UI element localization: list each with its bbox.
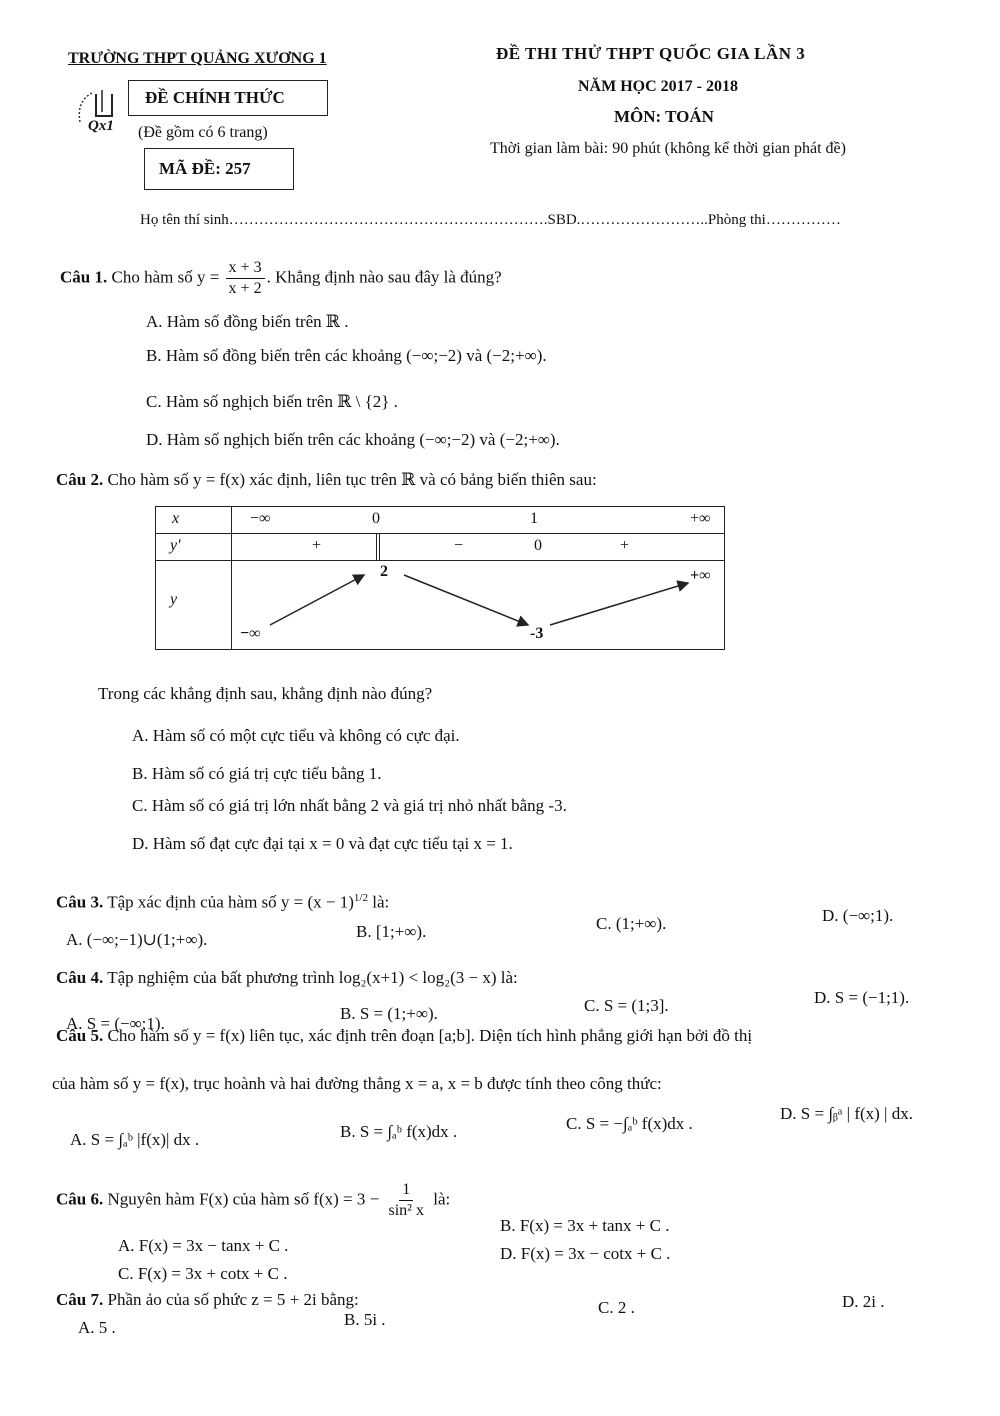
q2-question: Trong các khẳng định sau, khẳng định nào đúng? (98, 684, 433, 703)
vt-arrow-up-2 (550, 583, 688, 625)
q6-label: Câu 6. (56, 1189, 104, 1209)
q2-option-b: B. Hàm số có giá trị cực tiểu bằng 1. (132, 764, 382, 783)
q7-option-a: A. 5 . (78, 1318, 116, 1337)
question-7 (56, 1290, 359, 1310)
vt-arrows (232, 561, 726, 649)
q7-label: Câu 7. (56, 1290, 104, 1309)
exam-time: Thời gian làm bài: 90 phút (không kể thời gian phát đề) (490, 140, 846, 157)
q6-option-a: A. F(x) = 3x − tanx + C . (118, 1236, 289, 1255)
question-4 (56, 968, 518, 988)
q1-option-b: B. Hàm số đồng biến trên các khoảng (−∞;−2) và (−2;+∞). (146, 346, 547, 365)
q4-text: Tập nghiệm của bất phương trình log₂(x+1) < log₂(3 − x) là: (107, 968, 518, 987)
q7-text: Phần ảo của số phức z = 5 + 2i bằng: (107, 1290, 359, 1309)
q4-label: Câu 4. (56, 968, 104, 987)
vt-y-max: 2 (380, 563, 388, 580)
vt-x-pos-inf: +∞ (690, 510, 711, 527)
vt-arrow-up-1 (270, 575, 364, 625)
exam-code-box (144, 148, 294, 190)
q2-option-c: C. Hàm số có giá trị lớn nhất bằng 2 và giá trị nhỏ nhất bằng -3. (132, 796, 567, 815)
q3-option-a: A. (−∞;−1)∪(1;+∞). (66, 930, 208, 949)
vt-sign-1: + (312, 537, 322, 554)
q5-option-b: B. S = ∫ₐᵇ f(x)dx . (340, 1122, 458, 1141)
q3-option-c: C. (1;+∞). (596, 914, 667, 933)
q3-post: là: (367, 892, 390, 912)
official-label: ĐỀ CHÍNH THỨC (145, 88, 285, 107)
vt-yp-zero: 0 (534, 537, 542, 554)
q6-option-c: C. F(x) = 3x + cotx + C . (118, 1264, 288, 1283)
q5-text-2: của hàm số y = f(x), trục hoành và hai đường thẳng x = a, x = b được tính theo công thức: (52, 1074, 662, 1093)
vt-sign-3: + (620, 537, 630, 554)
q6-option-d: D. F(x) = 3x − cotx + C . (500, 1244, 671, 1263)
school-name: TRƯỜNG THPT QUẢNG XƯƠNG 1 (68, 50, 327, 67)
q7-option-c: C. 2 . (598, 1298, 635, 1317)
vt-x-1: 1 (530, 510, 538, 527)
q5-label: Câu 5. (56, 1026, 104, 1045)
page-count: (Đề gồm có 6 trang) (138, 124, 268, 141)
q3-label: Câu 3. (56, 892, 104, 912)
vt-yp-label: y' (170, 537, 181, 554)
vt-double-bar (376, 534, 380, 560)
q2-option-d: D. Hàm số đạt cực đại tại x = 0 và đạt cực tiểu tại x = 1. (132, 834, 513, 853)
q4-option-d: D. S = (−1;1). (814, 988, 910, 1007)
q3-exponent: 1/2 (353, 892, 368, 904)
vt-y-label: y (170, 591, 178, 608)
question-3 (56, 892, 389, 913)
q1-den: x + 2 (228, 280, 262, 297)
vt-x-0: 0 (372, 510, 380, 527)
q1-num: x + 3 (226, 258, 265, 279)
vt-x-label: x (172, 510, 180, 527)
q1-pre: Cho hàm số y = (111, 267, 220, 287)
q2-option-a: A. Hàm số có một cực tiểu và không có cực đại. (132, 726, 460, 745)
candidate-info-line: Họ tên thí sinh……………………………………………………….SBD.……………………..Phòng thi…………… (140, 212, 841, 228)
q4-option-a: A. S = (−∞;1). (66, 1014, 165, 1033)
exam-title: ĐỀ THI THỬ THPT QUỐC GIA LẦN 3 (496, 44, 806, 63)
q1-post: . Khẳng định nào sau đây là đúng? (266, 267, 502, 287)
q4-option-c: C. S = (1;3]. (584, 996, 669, 1015)
question-2 (56, 470, 597, 490)
exam-year: NĂM HỌC 2017 - 2018 (578, 78, 738, 95)
vt-y-pos-inf: +∞ (690, 567, 711, 584)
q6-post: là: (428, 1189, 451, 1209)
variation-table (155, 506, 725, 650)
exam-subject: MÔN: TOÁN (614, 107, 714, 126)
q4-option-b: B. S = (1;+∞). (340, 1004, 438, 1023)
q5-text: Cho hàm số y = f(x) liên tục, xác định trên đoạn [a;b]. Diện tích hình phẳng giới hạn bởi đồ thị (107, 1026, 753, 1045)
exam-code: MÃ ĐỀ: 257 (159, 159, 251, 178)
q7-option-d: D. 2i . (842, 1292, 885, 1311)
q6-pre: Nguyên hàm F(x) của hàm số f(x) = 3 − (107, 1189, 380, 1209)
vt-y-neg-inf: −∞ (240, 625, 261, 642)
logo-text: Qx1 (88, 118, 114, 134)
q1-option-a: A. Hàm số đồng biến trên ℝ . (146, 312, 349, 331)
vt-sign-2: − (454, 537, 464, 554)
q7-option-b: B. 5i . (344, 1310, 386, 1329)
question-6 (56, 1180, 450, 1221)
q6-fraction (386, 1180, 427, 1221)
q6-den: sin² x (388, 1202, 424, 1219)
q2-text: Cho hàm số y = f(x) xác định, liên tục trên ℝ và có bảng biến thiên sau: (107, 470, 597, 489)
q1-option-c: C. Hàm số nghịch biến trên ℝ \ {2} . (146, 392, 398, 411)
q5-option-a: A. S = ∫ₐᵇ |f(x)| dx . (70, 1130, 200, 1149)
q5-option-d: D. S = ∫ᵦᵃ | f(x) | dx. (780, 1104, 913, 1123)
q1-option-d: D. Hàm số nghịch biến trên các khoảng (−∞;−2) và (−2;+∞). (146, 430, 560, 449)
official-badge (128, 80, 328, 116)
vt-y-min: -3 (530, 625, 544, 642)
question-5 (56, 1026, 946, 1046)
q6-option-b: B. F(x) = 3x + tanx + C . (500, 1216, 670, 1235)
q3-text: Tập xác định của hàm số y = (x − 1) (107, 892, 354, 912)
vt-x-neg-inf: −∞ (250, 510, 271, 527)
q5-option-c: C. S = −∫ₐᵇ f(x)dx . (566, 1114, 693, 1133)
q3-option-d: D. (−∞;1). (822, 906, 894, 925)
q1-fraction (226, 258, 265, 299)
question-1 (60, 258, 502, 299)
vt-arrow-down (404, 575, 528, 625)
q6-num: 1 (399, 1180, 413, 1201)
q2-label: Câu 2. (56, 470, 104, 489)
q1-label: Câu 1. (60, 267, 108, 287)
q3-option-b: B. [1;+∞). (356, 922, 427, 941)
